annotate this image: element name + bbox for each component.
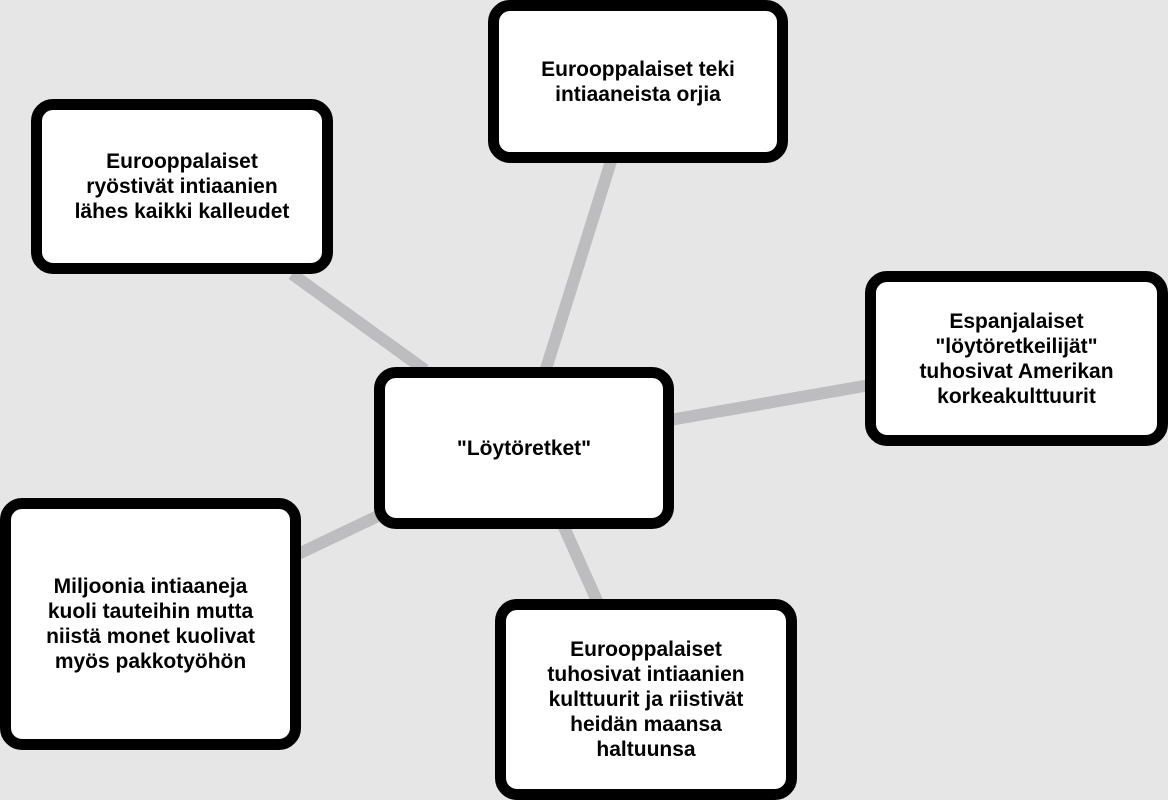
node-left-label: Miljoonia intiaaneja kuoli tauteihin mutta niistä monet kuolivat myös pakkotyöhön bbox=[46, 575, 255, 673]
connector-center-top bbox=[545, 158, 612, 372]
node-topleft bbox=[31, 99, 333, 274]
connector-center-right bbox=[670, 385, 870, 420]
node-bottom-label: Eurooppalaiset tuhosivat intiaanien kulttuurit ja riistivät heidän maansa haltuunsa bbox=[547, 638, 745, 761]
connector-center-left bbox=[296, 515, 380, 555]
node-center bbox=[374, 367, 674, 529]
node-center-label: "Löytöretket" bbox=[456, 436, 592, 460]
node-topleft-label: Eurooppalaiset ryöstivät intiaanien lähes kaikki kalleudet bbox=[74, 150, 290, 223]
connector-center-topleft bbox=[292, 274, 425, 370]
node-right bbox=[865, 271, 1168, 446]
node-bottom bbox=[495, 599, 797, 800]
node-left bbox=[0, 498, 301, 750]
node-top-label: Eurooppalaiset teki intiaaneista orjia bbox=[541, 57, 735, 106]
node-right-label: Espanjalaiset "löytöretkeilijät" tuhosivat Amerikan korkeakulttuurit bbox=[919, 309, 1114, 408]
node-top bbox=[488, 0, 788, 163]
connector-center-bottom bbox=[563, 525, 598, 603]
